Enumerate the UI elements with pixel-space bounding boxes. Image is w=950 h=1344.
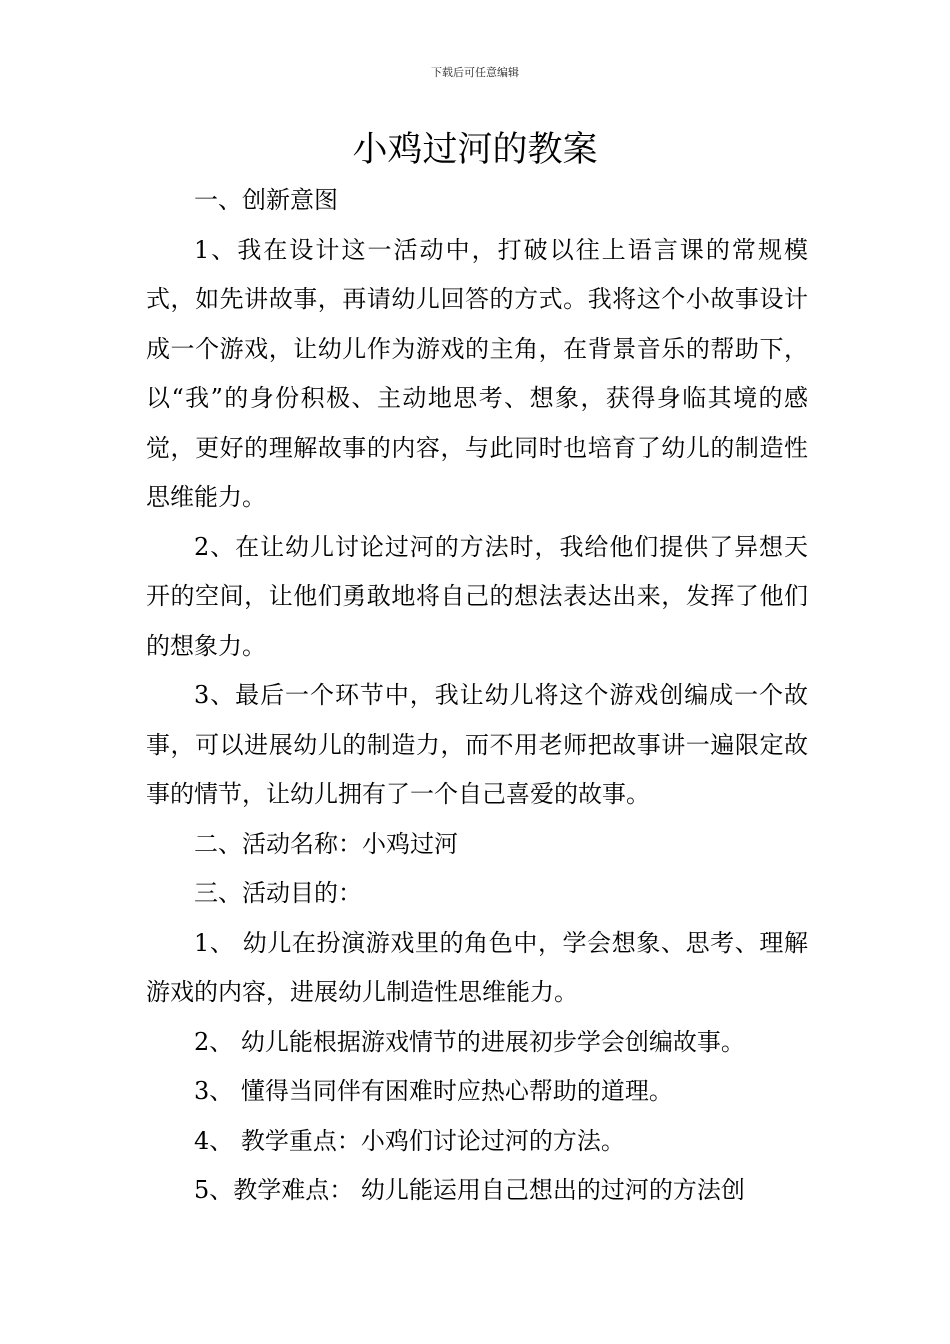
goal-item-5: 5、教学难点： 幼儿能运用自己想出的过河的方法创	[194, 1176, 745, 1204]
goal-item-3: 3、 懂得当同伴有困难时应热心帮助的道理。	[194, 1077, 673, 1105]
paragraph-1: 1、我在设计这一活动中，打破以往上语言课的常规模式，如先讲故事，再请幼儿回答的方式。我将这个小故事设计成一个游戏，让幼儿作为游戏的主角，在背景音乐的帮助下，以“我”的身份积极、主动地思考、想象，获得身临其境的感觉，更好的理解故事的内容，与此同时也培育了幼儿的制造性思维能力。	[146, 235, 808, 511]
document-body	[146, 176, 808, 1216]
section-heading-activity-name: 二、活动名称：小鸡过河	[194, 829, 458, 858]
goal-item-4: 4、 教学重点：小鸡们讨论过河的方法。	[194, 1126, 625, 1155]
section-heading-activity-goals: 三、活动目的：	[194, 879, 362, 907]
header-note: 下载后可任意编辑	[431, 66, 519, 79]
section-heading-innovation: 一、创新意图	[194, 186, 338, 214]
page-title: 小鸡过河的教案	[352, 130, 598, 170]
goal-item-2: 2、 幼儿能根据游戏情节的进展初步学会创编故事。	[194, 1027, 745, 1056]
paragraph-3: 3、最后一个环节中，我让幼儿将这个游戏创编成一个故事，可以进展幼儿的制造力，而不用老师把故事讲一遍限定故事的情节，让幼儿拥有了一个自己喜爱的故事。	[146, 681, 808, 808]
goal-item-1: 1、 幼儿在扮演游戏里的角色中，学会想象、思考、理解游戏的内容，进展幼儿制造性思维能力。	[146, 928, 808, 1006]
paragraph-2: 2、在让幼儿讨论过河的方法时，我给他们提供了异想天开的空间，让他们勇敢地将自己的想法表达出来，发挥了他们的想象力。	[146, 532, 808, 660]
